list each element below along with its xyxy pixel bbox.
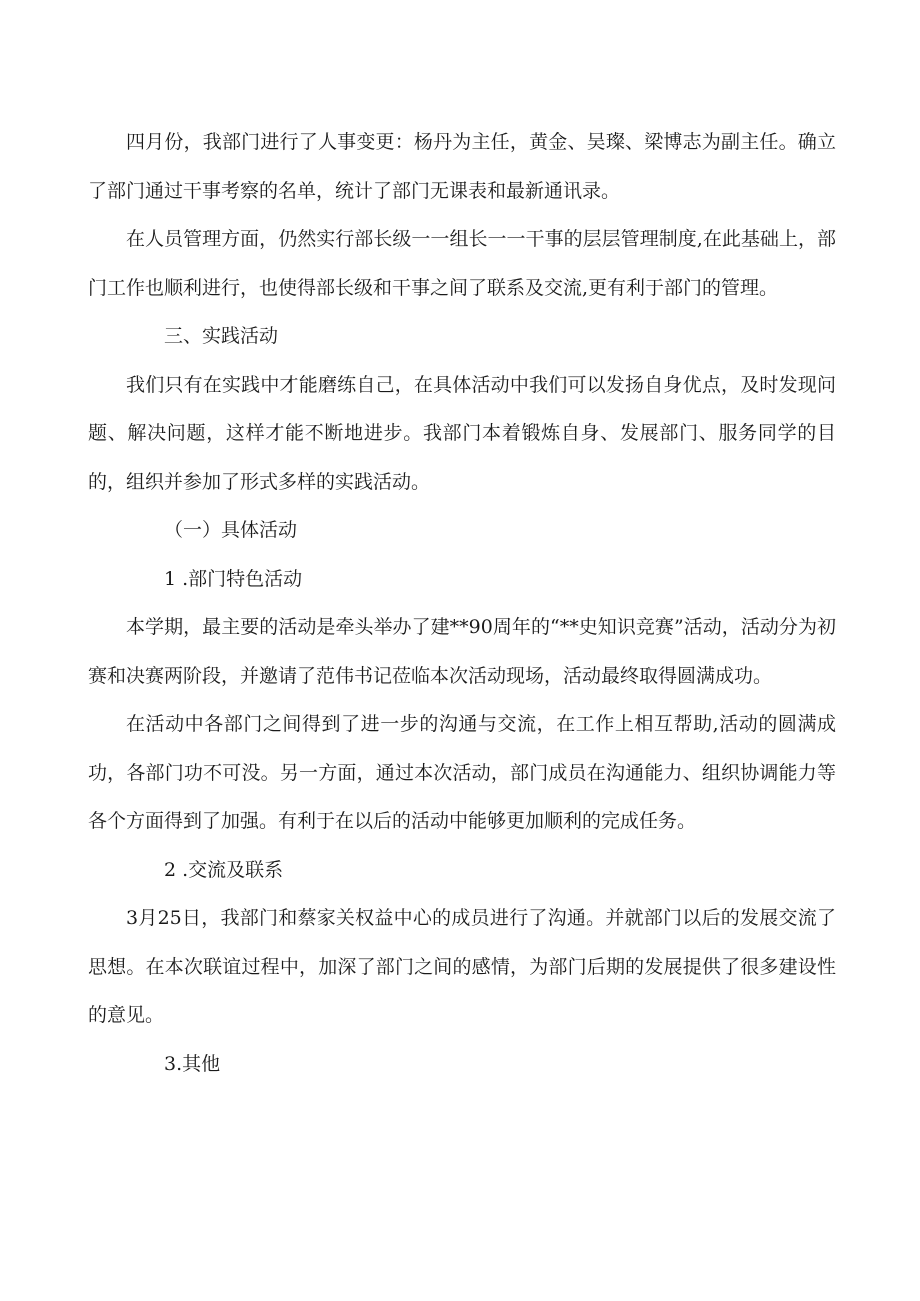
paragraph-featured-activity: 本学期，最主要的活动是牵头举办了建**90周年的“**史知识竞赛”活动，活动分为初赛和决赛两阶段，并邀请了范伟书记莅临本次活动现场，活动最终取得圆满成功。 [88,616,836,687]
paragraph-practice-intro: 我们只有在实践中才能磨练自己，在具体活动中我们可以发扬自身优点，及时发现问题、解决问题，这样才能不断地进步。我部门本着锻炼自身、发展部门、服务同学的目的，组织并参加了形式多样的实践活动。 [88,373,836,493]
paragraph-activity-outcome: 在活动中各部门之间得到了进一步的沟通与交流，在工作上相互帮助,活动的圆满成功，各部门功不可没。另一方面，通过本次活动，部门成员在沟通能力、组织协调能力等各个方面得到了加强。有利于在以后的活动中能够更加顺利的完成任务。 [88,713,836,832]
section-heading-practice: 三、实践活动 [164,325,279,347]
document-body [88,118,836,1088]
item-heading-featured-activity: 1 .部门特色活动 [164,567,303,590]
paragraph-personnel-management: 在人员管理方面，仍然实行部长级一一组长一一干事的层层管理制度,在此基础上，部门工作也顺利进行，也使得部长级和干事之间了联系及交流,更有利于部门的管理。 [88,228,836,299]
item-heading-other: 3.其他 [164,1052,221,1075]
paragraph-personnel-change: 四月份，我部门进行了人事变更：杨丹为主任，黄金、吴璨、梁博志为副主任。确立了部门通过干事考察的名单，统计了部门无课表和最新通讯录。 [88,131,836,202]
item-heading-exchange: 2 .交流及联系 [164,858,284,881]
paragraph-exchange: 3月25日，我部门和蔡家关权益中心的成员进行了沟通。并就部门以后的发展交流了思想。在本次联谊过程中，加深了部门之间的感情，为部门后期的发展提供了很多建设性的意见。 [88,907,836,1026]
subsection-heading-activities: （一）具体活动 [164,519,298,541]
